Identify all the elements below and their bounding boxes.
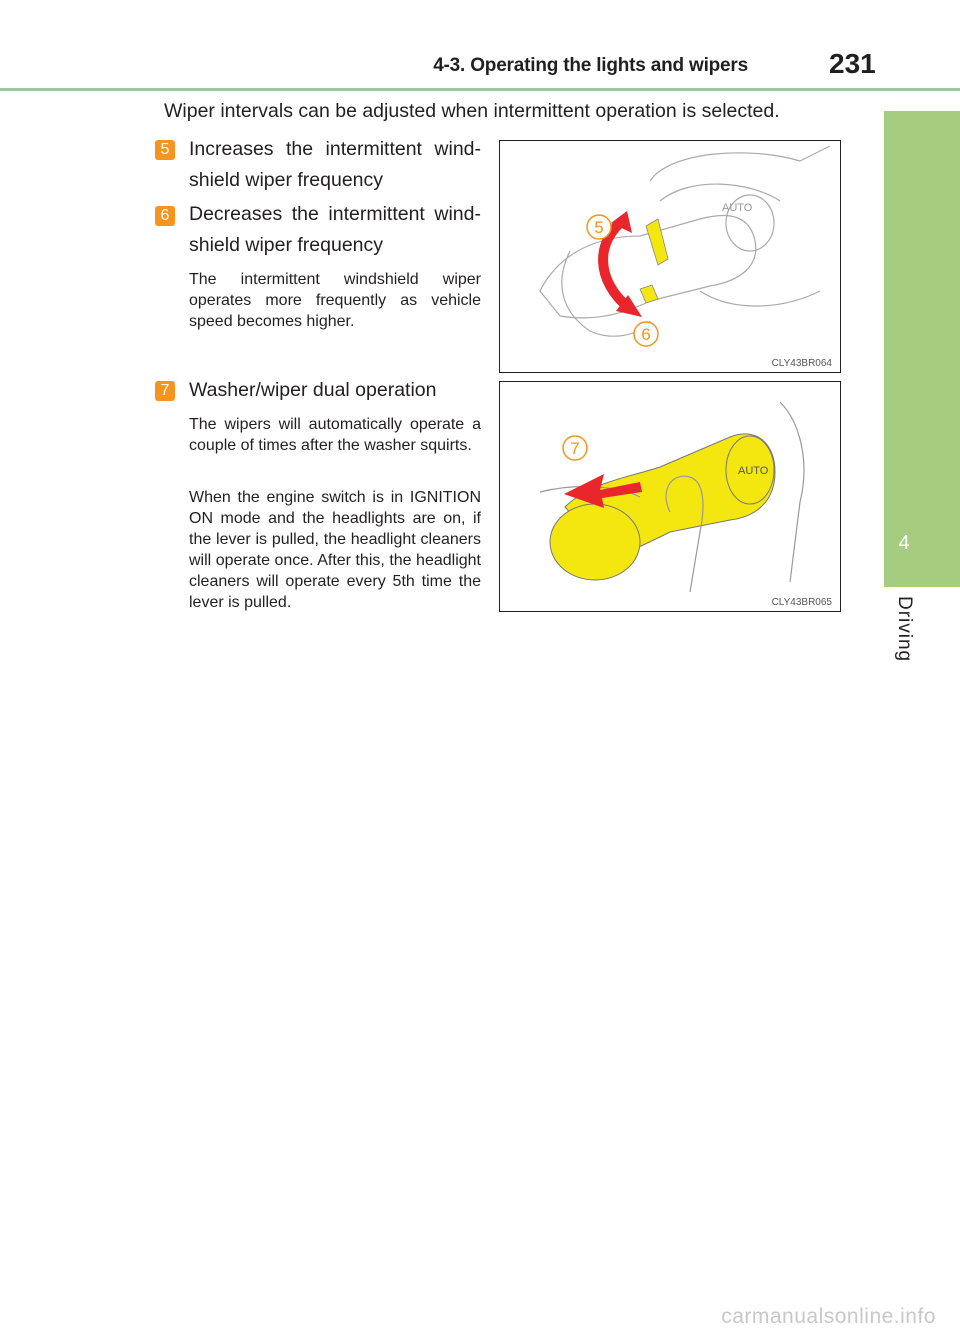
item-number-badge: 6 [155,206,175,226]
item-decrease-frequency: Decreases the intermittent wind-shield wiper frequency [189,203,481,256]
callout-label: 7 [570,439,580,458]
item-washer-wiper: Washer/wiper dual operation [189,379,437,401]
item-increase-frequency: Increases the intermittent wind-shield wiper frequency [189,138,481,191]
figure-code: CLY43BR064 [771,358,832,369]
lever-auto-label: AUTO [738,465,769,477]
wiper-lever-illustration [500,141,840,372]
figure-wiper-interval [499,140,841,373]
lever-auto-label: AUTO [722,202,753,214]
chapter-name: Driving [894,596,915,663]
header-divider [0,88,960,91]
note-frequency: The intermittent windshield wiper operates more frequently as vehicle speed becomes higher. [189,271,481,330]
figure-washer-operation [499,381,841,612]
chapter-number: 4 [898,532,910,554]
page-number: 231 [829,48,876,79]
watermark: carmanualsonline.info [721,1305,936,1328]
washer-lever-illustration [500,382,840,611]
note-washer-auto: The wipers will automatically operate a couple of times after the washer squirts. [189,416,481,454]
section-title: 4-3. Operating the lights and wipers [433,55,748,76]
chapter-tab [884,111,960,587]
intro-text: Wiper intervals can be adjusted when intermittent operation is selected. [164,100,780,122]
callout-label: 6 [641,325,651,344]
item-number-badge: 7 [155,381,175,401]
callout-label: 5 [594,218,604,237]
item-number-badge: 5 [155,140,175,160]
figure-code: CLY43BR065 [771,597,832,608]
note-headlight-cleaners: When the engine switch is in IGNITION ON mode and the headlights are on, if the lever is pulled, the headlight cleaners will operate once. After this, the headlight cleaners will operate every 5th time the lever is pulled. [189,489,481,611]
